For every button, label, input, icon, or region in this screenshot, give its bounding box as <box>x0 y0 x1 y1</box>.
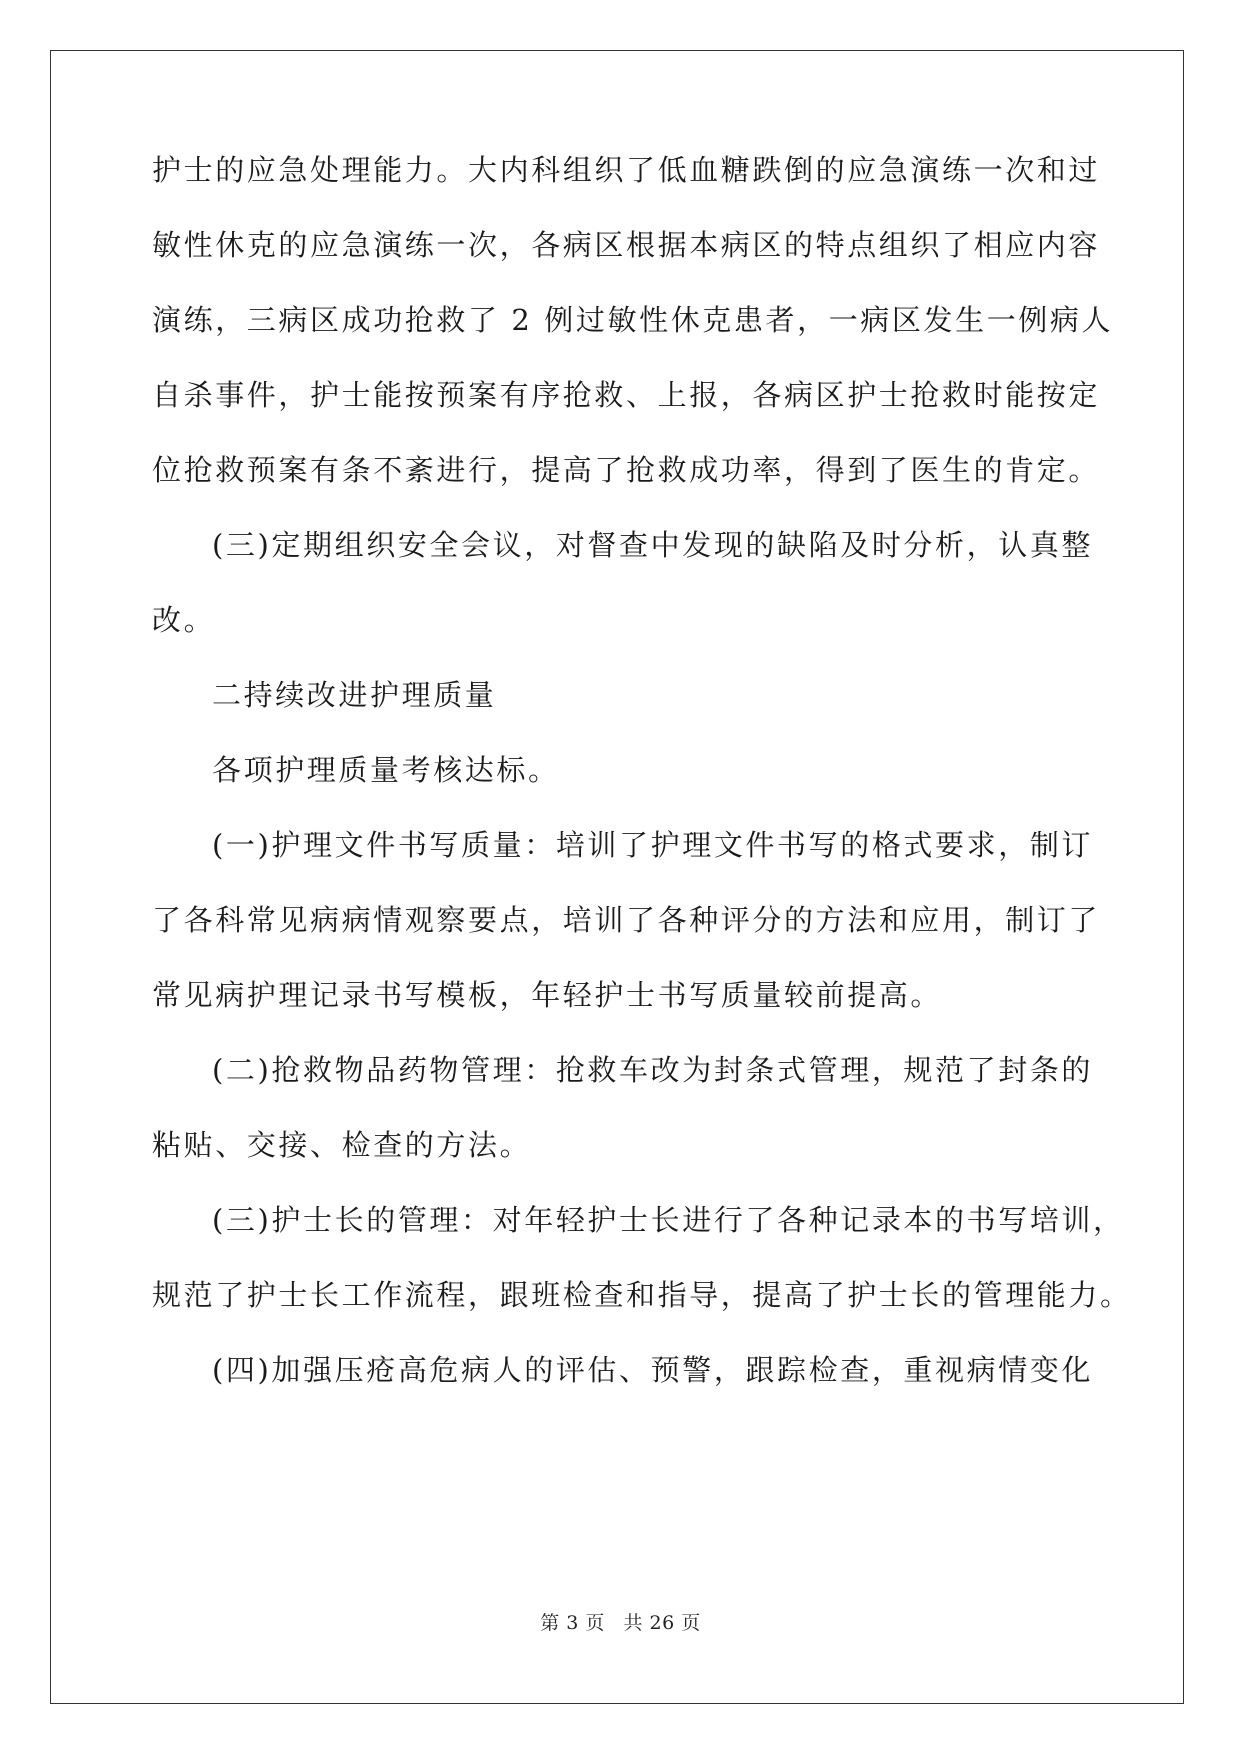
text-line: (三)护士长的管理：对年轻护士长进行了各种记录本的书写培训， <box>212 1203 1125 1237</box>
text-line: 敏性休克的应急演练一次，各病区根据本病区的特点组织了相应内容 <box>152 228 1101 262</box>
text-line: (四)加强压疮高危病人的评估、预警，跟踪检查，重视病情变化 <box>212 1353 1094 1387</box>
text-line: (二)抢救物品药物管理：抢救车改为封条式管理，规范了封条的 <box>212 1053 1094 1087</box>
page-total: 共 26 页 <box>623 1612 701 1634</box>
text-line: (三)定期组织安全会议，对督查中发现的缺陷及时分析，认真整 <box>212 528 1094 562</box>
page-footer <box>0 1608 1241 1635</box>
page-number: 第 3 页 <box>540 1612 605 1634</box>
text-line: 护士的应急处理能力。大内科组织了低血糖跌倒的应急演练一次和过 <box>152 153 1101 187</box>
text-line: 改。 <box>152 603 216 637</box>
page-frame <box>50 50 1184 1704</box>
section-heading: 二持续改进护理质量 <box>212 678 497 712</box>
text-line: 演练，三病区成功抢救了 2 例过敏性休克患者，一病区发生一例病人 <box>152 303 1114 337</box>
text-line: 位抢救预案有条不紊进行，提高了抢救成功率，得到了医生的肯定。 <box>152 453 1101 487</box>
text-line: 规范了护士长工作流程，跟班检查和指导，提高了护士长的管理能力。 <box>152 1278 1132 1312</box>
text-line: 自杀事件，护士能按预案有序抢救、上报，各病区护士抢救时能按定 <box>152 378 1101 412</box>
text-line: 各项护理质量考核达标。 <box>212 753 560 787</box>
text-line: 常见病护理记录书写模板，年轻护士书写质量较前提高。 <box>152 978 943 1012</box>
text-line: 粘贴、交接、检查的方法。 <box>152 1128 532 1162</box>
text-line: 了各科常见病病情观察要点，培训了各种评分的方法和应用，制订了 <box>152 903 1101 937</box>
text-line: (一)护理文件书写质量：培训了护理文件书写的格式要求，制订 <box>212 828 1094 862</box>
